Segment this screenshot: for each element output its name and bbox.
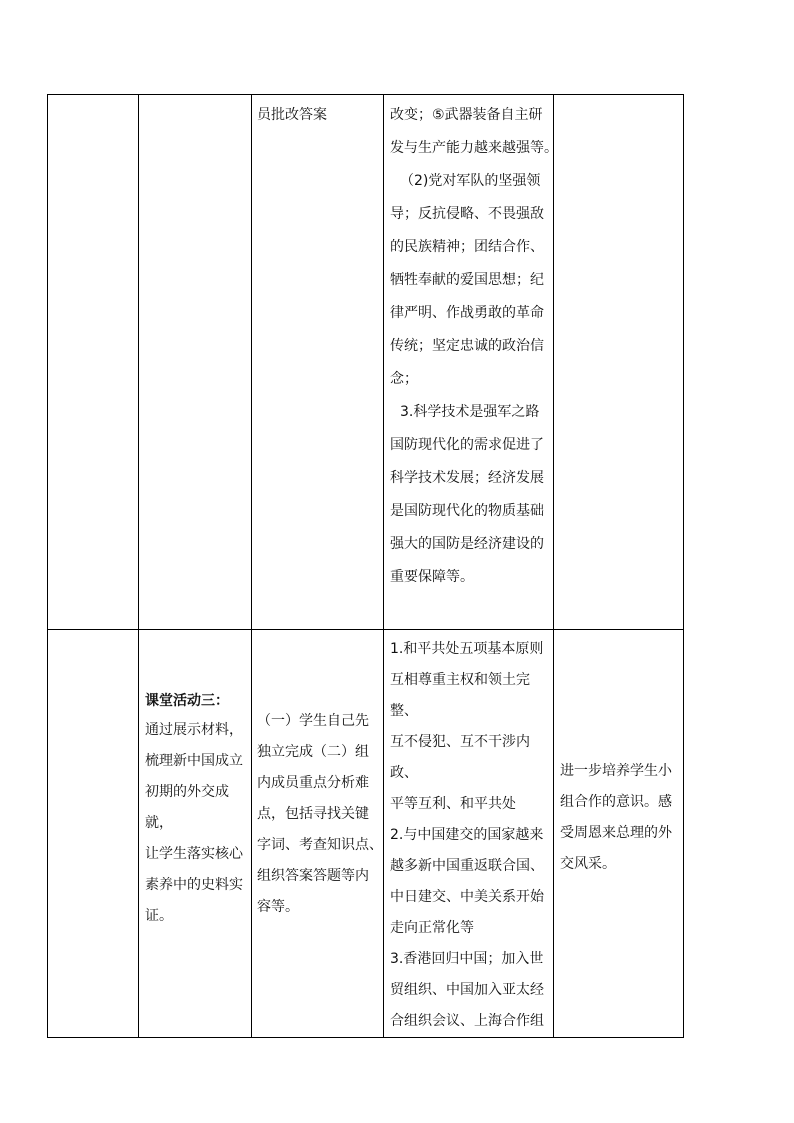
- design-intent-cell: [554, 630, 684, 1038]
- answer-line: 互不侵犯、互不干涉内政、: [390, 734, 530, 781]
- answer-line: 科学技术发展；经济发展: [390, 470, 544, 486]
- table-cell-empty: [48, 95, 139, 630]
- activity-line: 梳理新中国成立: [145, 753, 243, 769]
- answer-line: 牺牲奉献的爱国思想；纪: [390, 272, 544, 288]
- answer-line: 合组织会议、上海合作组: [390, 1013, 544, 1029]
- answer-line: 是国防现代化的物质基础: [390, 503, 544, 519]
- answer-line: 3.科学技术是强军之路: [400, 404, 540, 420]
- answer-line: 强大的国防是经济建设的: [390, 536, 544, 552]
- cell-text: 员批改答案: [257, 107, 327, 123]
- student-line: 内成员重点分析难: [257, 775, 369, 791]
- answer-line: （2)党对军队的坚强领: [400, 173, 541, 189]
- activity-cell: [139, 630, 252, 1038]
- answer-line: 的民族精神；团结合作、: [390, 239, 544, 255]
- activity-line: 证。: [145, 908, 173, 924]
- answer-line: 平等互利、和平共处: [390, 796, 516, 812]
- activity-line: 素养中的史料实: [145, 877, 243, 893]
- intent-line: 交风采。: [560, 856, 616, 872]
- answer-line: 2.与中国建交的国家越来: [390, 827, 544, 843]
- table-row: [48, 95, 684, 630]
- table-cell-empty: [139, 95, 252, 630]
- activity-line: 让学生落实核心: [145, 846, 243, 862]
- student-line: （一）学生自己先: [257, 713, 369, 729]
- answer-line: 发与生产能力越来越强等。: [390, 140, 558, 156]
- student-line: 组织答案答题等内: [257, 868, 369, 884]
- intent-line: 组合作的意识。感: [560, 794, 672, 810]
- answer-line: 贸组织、中国加入亚太经: [390, 982, 544, 998]
- answer-line: 导；反抗侵略、不畏强敌: [390, 206, 544, 222]
- answer-line: 念；: [390, 371, 418, 387]
- student-line: 点，包括寻找关键: [257, 806, 369, 822]
- answer-key-cell: [384, 630, 554, 1038]
- table-cell-empty: [554, 95, 684, 630]
- table-row: [48, 630, 684, 1038]
- answer-line: 律严明、作战勇敢的革命: [390, 305, 544, 321]
- answer-line: 1.和平共处五项基本原则: [390, 641, 544, 657]
- answer-line: 中日建交、中美关系开始: [390, 889, 544, 905]
- answer-line: 3.香港回归中国；加入世: [390, 951, 544, 967]
- lesson-plan-table: [47, 94, 684, 1038]
- answer-line: 改变；⑤武器装备自主研: [390, 107, 543, 123]
- answer-line: 互相尊重主权和领土完整、: [390, 672, 530, 719]
- student-line: 独立完成（二）组: [257, 744, 369, 760]
- answer-line: 越多新中国重返联合国、: [390, 858, 544, 874]
- intent-line: 进一步培养学生小: [560, 763, 672, 779]
- student-activity-cell: [252, 95, 384, 630]
- student-activity-cell: [252, 630, 384, 1038]
- activity-line: 初期的外交成就，: [145, 784, 229, 831]
- answer-key-cell: [384, 95, 558, 630]
- intent-line: 受周恩来总理的外: [560, 825, 672, 841]
- student-line: 容等。: [257, 899, 299, 915]
- answer-line: 走向正常化等: [390, 920, 474, 936]
- student-line: 字词、考查知识点、: [257, 837, 383, 853]
- answer-line: 传统；坚定忠诚的政治信: [390, 338, 544, 354]
- answer-line: 国防现代化的需求促进了: [390, 437, 544, 453]
- table-cell-empty: [48, 630, 139, 1038]
- answer-line: 重要保障等。: [390, 569, 474, 585]
- activity-line: 通过展示材料，: [145, 722, 243, 738]
- activity-title: 课堂活动三：: [145, 693, 229, 709]
